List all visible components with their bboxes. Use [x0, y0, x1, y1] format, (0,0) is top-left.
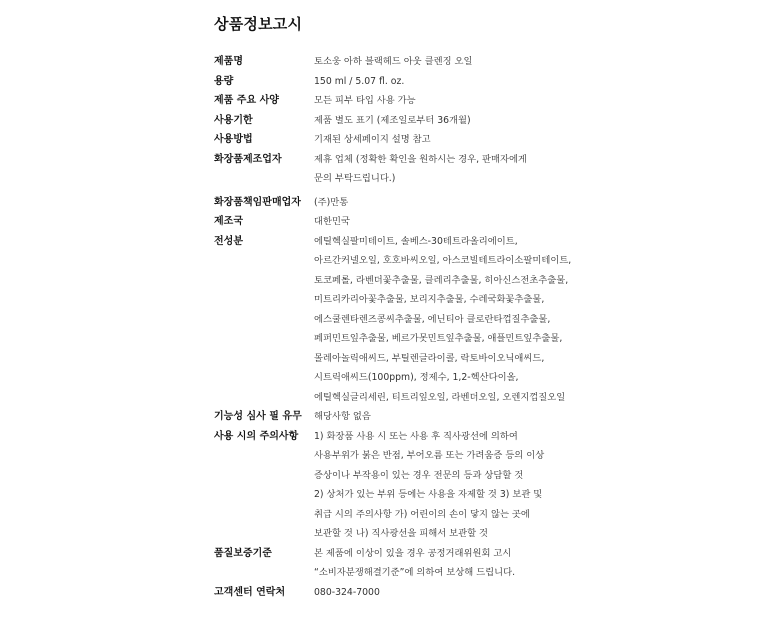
page-title: 상품정보고시: [214, 15, 303, 33]
row-value: [314, 111, 594, 131]
row-label: 제품 주요 사양: [214, 95, 279, 106]
value-line: 모든 피부 타입 사용 가능: [314, 95, 416, 106]
value-line: 문의 부탁드립니다.): [314, 173, 396, 184]
row-value: [314, 150, 594, 189]
value-line: 본 제품에 이상이 있을 경우 공정거래위원회 고시: [314, 547, 512, 559]
value-line: 시트릭애씨드(100ppm), 정제수, 1,2-헥산다이올,: [314, 372, 519, 383]
row-value: [314, 427, 594, 544]
row-value: [314, 91, 594, 111]
row-label: 전성분: [214, 235, 243, 247]
row-usage: [214, 130, 594, 150]
row-value: [314, 212, 594, 232]
row-label: 사용기한: [214, 114, 253, 126]
row-value: [314, 130, 594, 150]
row-product-name: [214, 52, 594, 72]
value-line: 제휴 업체 (정확한 확인을 원하시는 경우, 판매자에게: [314, 153, 527, 165]
value-line: 해당사항 없음: [314, 411, 371, 422]
row-expiry: [214, 111, 594, 131]
value-line: 제품 별도 표기 (제조일로부터 36개월): [314, 114, 471, 126]
value-line: 증상이나 부작용이 있는 경우 전문의 등과 상담할 것: [314, 469, 524, 481]
value-line: 기재된 상세페이지 설명 참고: [314, 134, 431, 145]
row-label: 제조국: [214, 216, 243, 227]
row-label: 고객센터 연락처: [214, 586, 286, 598]
row-ingredients: [214, 232, 594, 408]
row-label: 용량: [214, 75, 234, 87]
value-line: 에스쿨렌타렌즈콩씨추출물, 에닌티아 클로란타껍질추출물,: [314, 313, 551, 325]
value-line: (주)만통: [314, 196, 349, 208]
value-line: 사용부위가 붉은 반점, 부어오름 또는 가려움증 등의 이상: [314, 450, 545, 461]
row-label: 화장품책임판매업자: [214, 196, 301, 208]
row-label: 기능성 심사 필 유무: [214, 411, 302, 422]
row-value: [314, 407, 594, 427]
row-quality-guarantee: [214, 544, 594, 583]
value-line: 1) 화장품 사용 시 또는 사용 후 직사광선에 의하여: [314, 430, 518, 442]
row-label: 화장품제조업자: [214, 153, 282, 165]
row-main-spec: [214, 91, 594, 111]
value-line: 대한민국: [314, 216, 350, 227]
product-info-table: [214, 52, 594, 602]
value-line: 토코페롤, 라벤더꽃추출물, 클레리추출물, 히아신스전초추출물,: [314, 274, 569, 286]
value-line: 에틸헥실팔미테이트, 솔베스-30테트라올리에이트,: [314, 235, 518, 247]
value-line: 몰레아놀릭애씨드, 부틸렌글라이콜, 락토바이오닉애씨드,: [314, 352, 545, 364]
value-line: 페퍼민트잎추출물, 베르가못민트잎추출물, 애플민트잎추출물,: [314, 333, 563, 344]
row-label: 사용 시의 주의사항: [214, 430, 299, 442]
value-line: 2) 상처가 있는 부위 등에는 사용을 자제할 것 3) 보관 및: [314, 489, 543, 500]
value-line: 토소웅 아하 블랙헤드 아웃 클렌징 오일: [314, 56, 473, 67]
row-label: 제품명: [214, 56, 243, 67]
value-line: 에틸헥실글리세린, 티트리잎오일, 라벤더오일, 오렌지껍질오일: [314, 391, 566, 403]
value-line: 미트리카리아꽃추출물, 보리지추출물, 수레국화꽃추출물,: [314, 294, 545, 305]
row-value: [314, 544, 594, 583]
row-value: [314, 52, 594, 72]
value-line: “소비자분쟁해결기준”에 의하여 보상해 드립니다.: [314, 567, 516, 578]
value-line: 아르간커넬오일, 호호바씨오일, 아스코빌테트라이소팔미테이트,: [314, 255, 572, 266]
value-line: 취급 시의 주의사항 가) 어린이의 손이 닿지 않는 곳에: [314, 508, 530, 520]
row-seller: [214, 193, 594, 213]
row-customer-center: [214, 583, 594, 603]
row-value: [314, 193, 594, 213]
row-country: [214, 212, 594, 232]
row-volume: [214, 72, 594, 92]
phone-number: 080-324-7000: [314, 586, 380, 598]
row-precautions: [214, 427, 594, 544]
value-line: 150 ml / 5.07 fl. oz.: [314, 75, 405, 87]
row-label: 품질보증기준: [214, 547, 272, 559]
row-functional-review: [214, 407, 594, 427]
value-line: 보관할 것 나) 직사광선을 피해서 보관할 것: [314, 528, 489, 539]
row-manufacturer: [214, 150, 594, 189]
row-value: [314, 583, 594, 603]
row-value: [314, 232, 594, 408]
row-value: [314, 72, 594, 92]
row-label: 사용방법: [214, 134, 253, 145]
